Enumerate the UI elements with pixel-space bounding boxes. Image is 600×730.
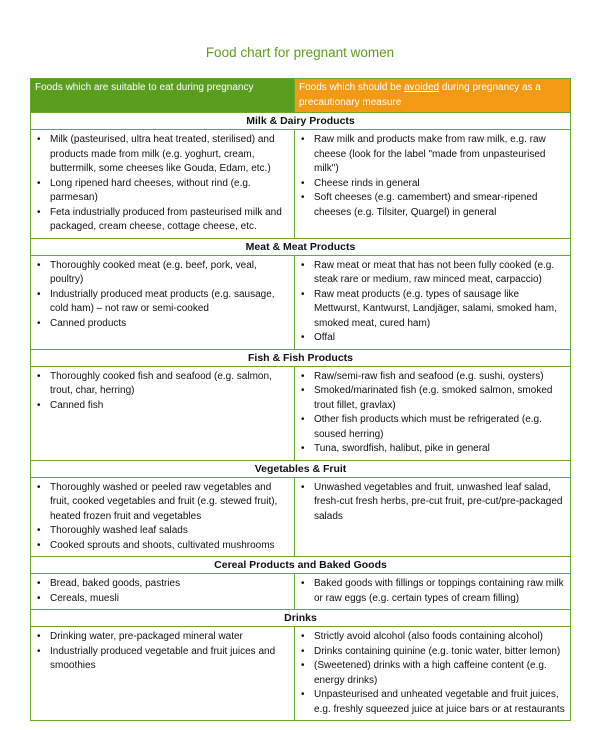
avoid-column-header [295, 79, 571, 113]
section-heading-row [31, 113, 571, 130]
suitable-item: • Industrially produced vegetable and fruit juices and smoothies [35, 645, 290, 674]
avoid-item: • Cheese rinds in general [299, 177, 566, 192]
avoid-item: • Smoked/marinated fish (e.g. smoked salmon, smoked trout fillet, gravlax) [299, 384, 566, 413]
section-heading: Meat & Meat Products [31, 238, 571, 255]
avoid-item: • Soft cheeses (e.g. camembert) and smear-ripened cheeses (e.g. Tilsiter, Quargel) in general [299, 191, 566, 220]
suitable-list [35, 259, 290, 332]
suitable-list [35, 481, 290, 554]
suitable-item: • Canned products [35, 317, 290, 332]
section-items-row [31, 574, 571, 610]
suitable-cell [31, 477, 295, 557]
avoid-item: • Raw meat products (e.g. types of sausage like Mettwurst, Kantwurst, Landjäger, salami, smoked ham, smoked meat, cured ham) [299, 288, 566, 332]
section-heading: Fish & Fish Products [31, 349, 571, 366]
section-heading-row [31, 238, 571, 255]
avoid-item: • (Sweetened) drinks with a high caffeine content (e.g. energy drinks) [299, 659, 566, 688]
section-heading-row [31, 557, 571, 574]
suitable-cell [31, 366, 295, 460]
suitable-item: • Drinking water, pre-packaged mineral water [35, 630, 290, 645]
suitable-item: • Thoroughly cooked fish and seafood (e.g. salmon, trout, char, herring) [35, 370, 290, 399]
section-items-row [31, 130, 571, 239]
suitable-item: • Bread, baked goods, pastries [35, 577, 290, 592]
avoid-item: • Drinks containing quinine (e.g. tonic water, bitter lemon) [299, 645, 566, 660]
avoid-header-post: during pregnancy as a precautionary measure [299, 82, 541, 108]
suitable-cell [31, 255, 295, 349]
avoid-item: • Unpasteurised and unheated vegetable and fruit juices, e.g. freshly squeezed juice at juice bars or at restaurants [299, 688, 566, 717]
section-heading-row [31, 349, 571, 366]
section-items-row [31, 255, 571, 349]
suitable-list [35, 577, 290, 606]
suitable-list [35, 630, 290, 674]
avoid-item: • Raw/semi-raw fish and seafood (e.g. sushi, oysters) [299, 370, 566, 385]
avoid-cell [295, 366, 571, 460]
section-items-row [31, 366, 571, 460]
suitable-item: • Canned fish [35, 399, 290, 414]
avoid-item: • Unwashed vegetables and fruit, unwashed leaf salad, fresh-cut fresh herbs, pre-cut fruit, pre-cut/pre-packaged salads [299, 481, 566, 525]
suitable-item: • Thoroughly cooked meat (e.g. beef, pork, veal, poultry) [35, 259, 290, 288]
avoid-list [299, 259, 566, 346]
chart-body [31, 113, 571, 721]
avoid-list [299, 481, 566, 525]
section-items-row [31, 627, 571, 721]
section-items-row [31, 477, 571, 557]
avoid-item: • Other fish products which must be refrigerated (e.g. soused herring) [299, 413, 566, 442]
suitable-item: • Cooked sprouts and shoots, cultivated mushrooms [35, 539, 290, 554]
avoid-item: • Offal [299, 331, 566, 346]
avoid-cell [295, 255, 571, 349]
section-heading-row [31, 610, 571, 627]
avoid-list [299, 370, 566, 457]
avoid-item: • Tuna, swordfish, halibut, pike in general [299, 442, 566, 457]
avoid-item: • Baked goods with fillings or toppings containing raw milk or raw eggs (e.g. certain types of cream filling) [299, 577, 566, 606]
avoid-item: • Raw meat or meat that has not been fully cooked (e.g. steak rare or medium, raw minced meat, carpaccio) [299, 259, 566, 288]
suitable-list [35, 370, 290, 414]
avoid-list [299, 577, 566, 606]
page-title: Food chart for pregnant women [205, 45, 395, 60]
avoid-cell [295, 574, 571, 610]
suitable-item: • Industrially produced meat products (e.g. sausage, cold ham) – not raw or semi-cooked [35, 288, 290, 317]
avoid-list [299, 630, 566, 717]
suitable-item: • Long ripened hard cheeses, without rind (e.g. parmesan) [35, 177, 290, 206]
suitable-cell [31, 130, 295, 239]
suitable-cell [31, 627, 295, 721]
avoid-header-underlined: avoided [404, 82, 440, 93]
avoid-header-pre: Foods which should be [299, 82, 405, 93]
food-chart-table [30, 78, 571, 721]
suitable-item: • Milk (pasteurised, ultra heat treated, sterilised) and products made from milk (e.g. yoghurt, cream, buttermilk, some cheeses like Gouda, Edam, etc.) [35, 133, 290, 177]
section-heading: Drinks [31, 610, 571, 627]
avoid-item: • Raw milk and products make from raw milk, e.g. raw cheese (look for the label "made from unpasteurised milk") [299, 133, 566, 177]
suitable-list [35, 133, 290, 235]
section-heading: Vegetables & Fruit [31, 460, 571, 477]
suitable-cell [31, 574, 295, 610]
suitable-item: • Feta industrially produced from pasteurised milk and packaged, cream cheese, cottage cheese, etc. [35, 206, 290, 235]
section-heading: Cereal Products and Baked Goods [31, 557, 571, 574]
suitable-item: • Cereals, muesli [35, 592, 290, 607]
avoid-list [299, 133, 566, 220]
avoid-cell [295, 130, 571, 239]
avoid-cell [295, 477, 571, 557]
avoid-cell [295, 627, 571, 721]
section-heading-row [31, 460, 571, 477]
header-row [31, 79, 571, 113]
avoid-item: • Strictly avoid alcohol (also foods containing alcohol) [299, 630, 566, 645]
suitable-item: • Thoroughly washed leaf salads [35, 524, 290, 539]
suitable-item: • Thoroughly washed or peeled raw vegetables and fruit, cooked vegetables and fruit (e.g. stewed fruit), heated frozen fruit and vegetables [35, 481, 290, 525]
suitable-column-header: Foods which are suitable to eat during pregnancy [31, 79, 295, 113]
section-heading: Milk & Dairy Products [31, 113, 571, 130]
